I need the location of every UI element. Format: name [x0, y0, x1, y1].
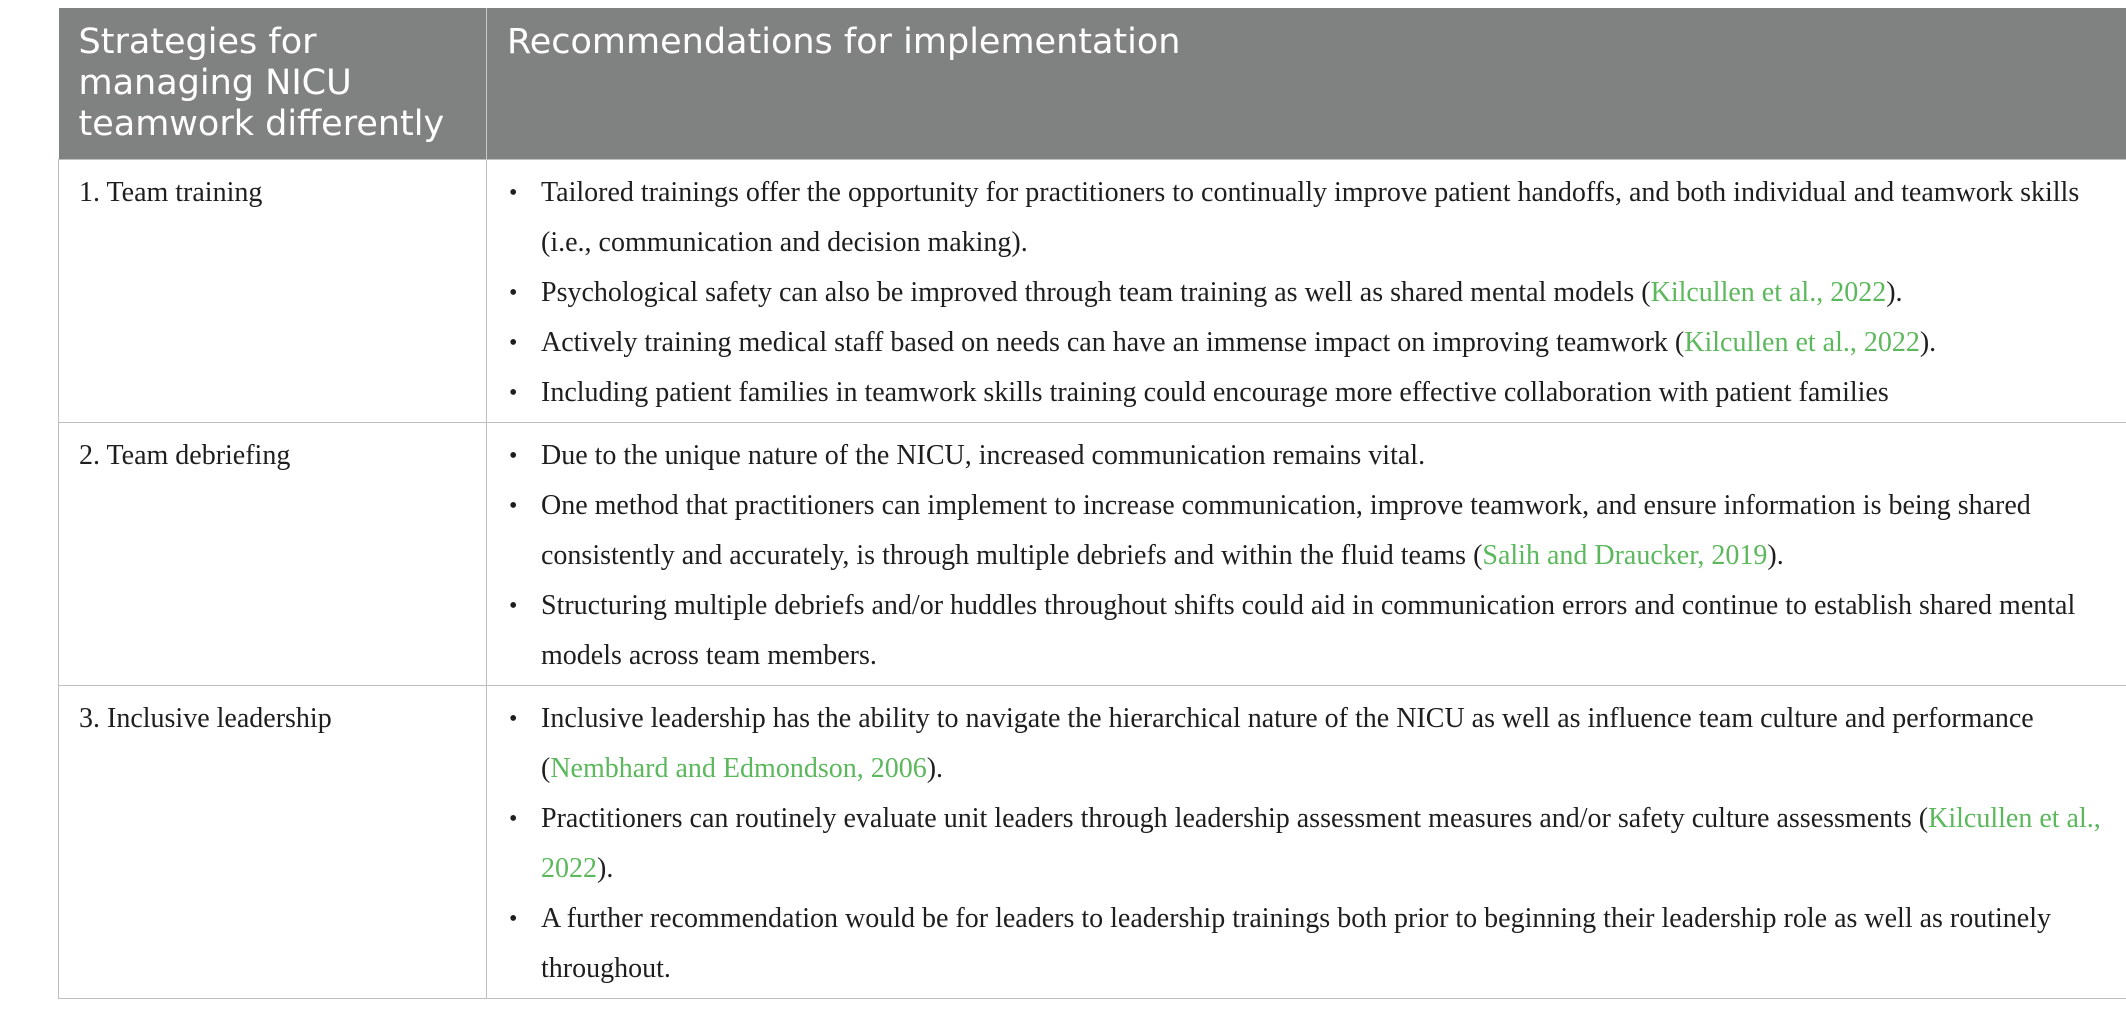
recommendation-text: Actively training medical staff based on needs can have an immense impact on improving teamwork (: [541, 327, 1685, 358]
recommendation-item: [541, 318, 2106, 368]
recommendation-text: ).: [1767, 540, 1784, 571]
recommendation-text: Including patient families in teamwork skills training could encourage more effective collaboration with patient families: [541, 377, 1889, 408]
recommendation-text: Due to the unique nature of the NICU, increased communication remains vital.: [541, 440, 1426, 471]
recommendation-item: [541, 481, 2106, 581]
recommendation-text: ).: [597, 853, 614, 884]
recommendation-text: Practitioners can routinely evaluate unit leaders through leadership assessment measures and/or safety culture assessments (: [541, 803, 1929, 834]
strategies-table-container: [58, 8, 2126, 999]
recommendation-text: Structuring multiple debriefs and/or huddles throughout shifts could aid in communication errors and continue to establish shared mental models across team members.: [541, 590, 2076, 671]
recommendation-item: [541, 694, 2106, 794]
recommendation-text: Inclusive leadership has the ability to navigate the hierarchical nature of the NICU as well as influence team culture and performance (: [541, 703, 2034, 784]
strategy-cell: 3. Inclusive leadership: [59, 686, 487, 999]
recommendation-item: [541, 431, 2106, 481]
citation-link[interactable]: Kilcullen et al., 2022: [1684, 327, 1920, 358]
recommendation-item: [541, 894, 2106, 994]
table-row: [59, 160, 2126, 423]
recommendation-text: One method that practitioners can implement to increase communication, improve teamwork, and ensure information is being shared consistently and accurately, is through multiple debriefs and within the fluid teams (: [541, 490, 2031, 571]
citation-link[interactable]: Kilcullen et al., 2022: [1650, 277, 1887, 308]
recommendation-text: Tailored trainings offer the opportunity for practitioners to continually improve patient handoffs, and both individual and teamwork skills (i.e., communication and decision making).: [541, 177, 2080, 258]
table-row: [59, 423, 2126, 686]
recommendations-cell: [487, 686, 2126, 999]
recommendation-list: [507, 168, 2106, 418]
strategy-cell: 1. Team training: [59, 160, 487, 423]
citation-link[interactable]: Nembhard and Edmondson, 2006: [550, 753, 927, 784]
recommendations-cell: [487, 423, 2126, 686]
recommendation-list: [507, 694, 2106, 994]
recommendation-text: ).: [1919, 327, 1937, 358]
recommendations-cell: [487, 160, 2126, 423]
table-row: [59, 686, 2126, 999]
strategies-table: [58, 8, 2126, 999]
header-recommendations: Recommendations for implementation: [487, 8, 2126, 160]
recommendation-item: [541, 368, 2106, 418]
recommendation-item: [541, 268, 2106, 318]
recommendation-text: ).: [1886, 277, 1903, 308]
recommendation-text: Psychological safety can also be improved through team training as well as shared mental models (: [541, 277, 1651, 308]
citation-link[interactable]: Kilcullen et al., 2022: [541, 803, 2101, 884]
citation-link[interactable]: Salih and Draucker, 2019: [1482, 540, 1768, 571]
recommendation-item: [541, 168, 2106, 268]
header-strategies: Strategies for managing NICU teamwork differently: [59, 8, 487, 160]
strategy-cell: 2. Team debriefing: [59, 423, 487, 686]
recommendation-text: ).: [926, 753, 944, 784]
table-header-row: [59, 8, 2126, 160]
recommendation-text: A further recommendation would be for leaders to leadership trainings both prior to beginning their leadership role as well as routinely throughout.: [541, 903, 2052, 984]
recommendation-item: [541, 581, 2106, 681]
recommendation-list: [507, 431, 2106, 681]
recommendation-item: [541, 794, 2106, 894]
